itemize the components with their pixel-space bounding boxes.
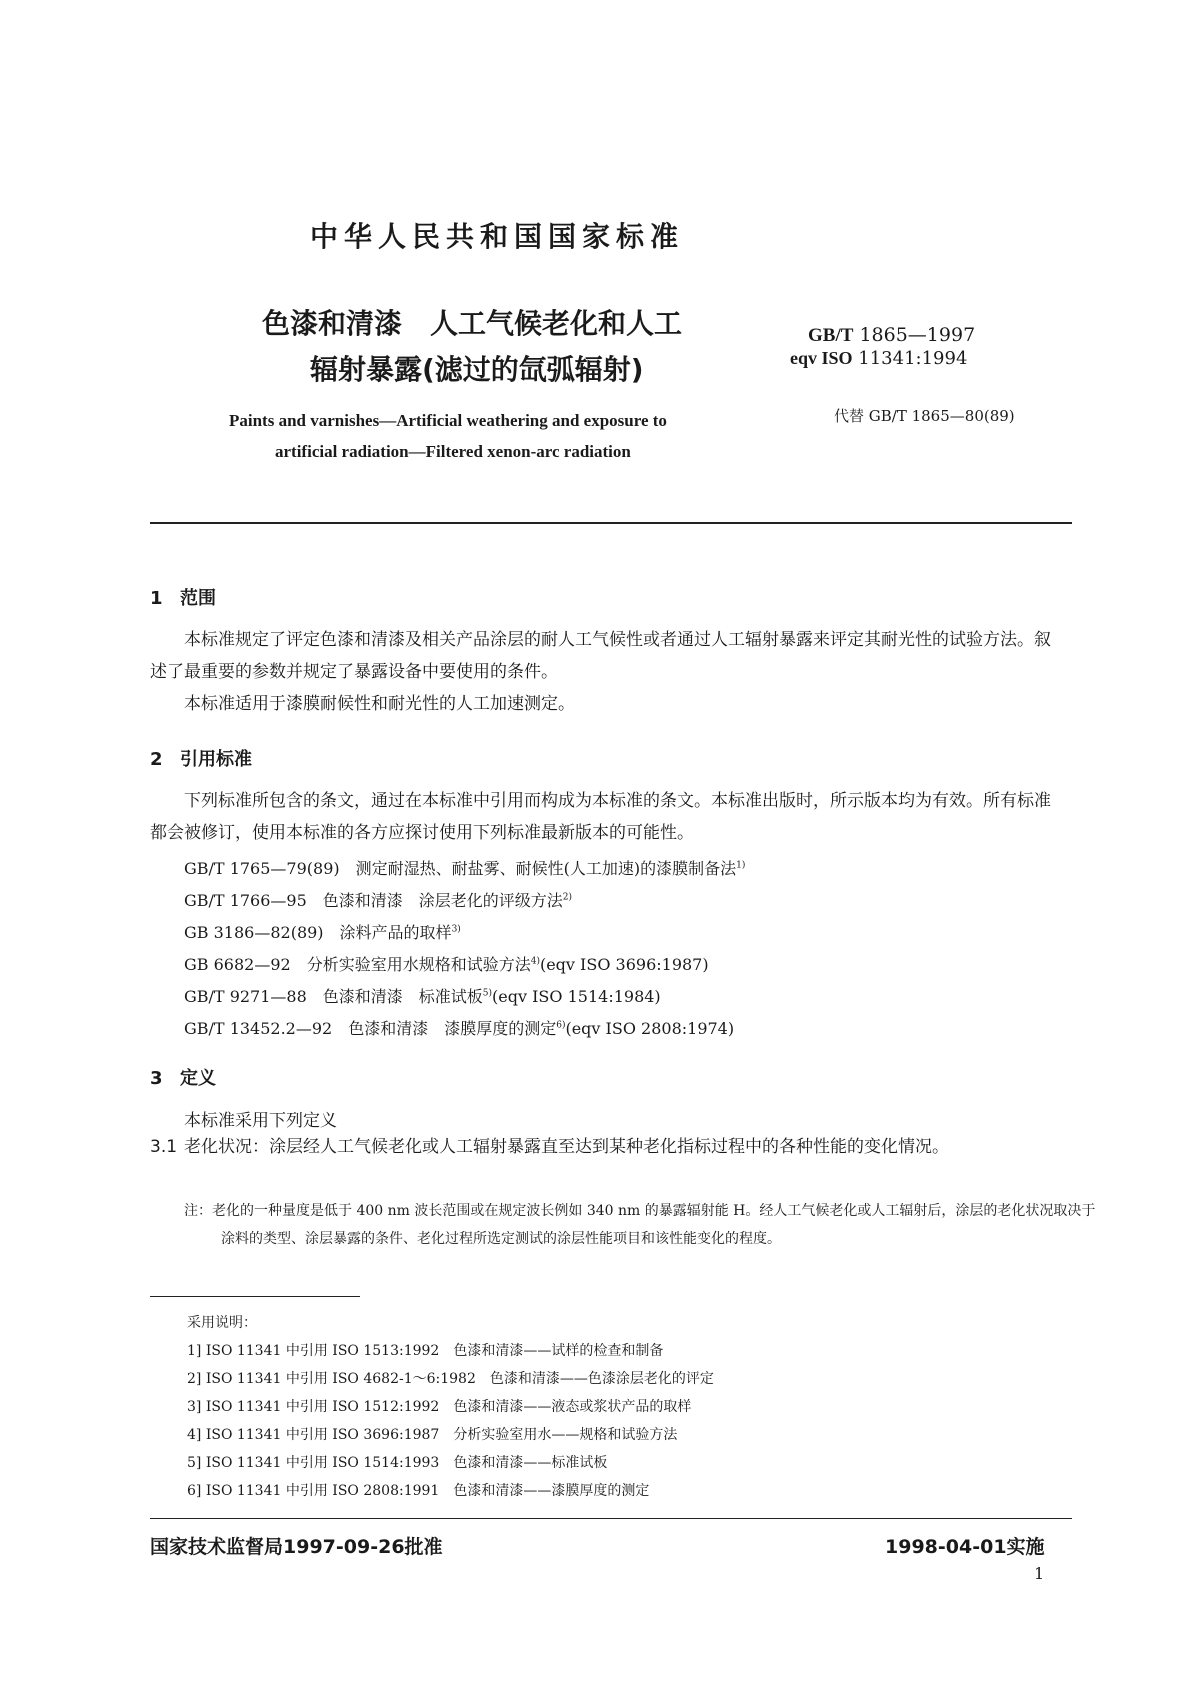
reference-footnote-mark: 2) bbox=[562, 892, 573, 903]
reference-tail: (eqv ISO 1514:1984) bbox=[492, 987, 661, 1006]
reference-item bbox=[184, 856, 745, 879]
reference-footnote-mark: 6) bbox=[556, 1020, 566, 1031]
document-org-title: 中华人民共和国国家标准 bbox=[310, 220, 685, 253]
footnote-title: 采用说明： bbox=[187, 1315, 257, 1331]
reference-text: GB/T 1766—95 色漆和清漆 涂层老化的评级方法 bbox=[184, 891, 563, 910]
definition-number: 3.1 bbox=[150, 1137, 178, 1157]
section-1-paragraph-2: 本标准适用于漆膜耐候性和耐光性的人工加速测定。 bbox=[184, 694, 575, 714]
title-cn-line2: 辐射暴露(滤过的氙弧辐射) bbox=[310, 353, 644, 386]
footnote-item: 6] ISO 11341 中引用 ISO 2808:1991 色漆和清漆——漆膜厚度的测定 bbox=[187, 1483, 650, 1499]
definition-note: 注：老化的一种量度是低于 400 nm 波长范围或在规定波长例如 340 nm 的暴露辐射能 H。经人工气候老化或人工辐射后，涂层的老化状况取决于涂料的类型、涂层暴露的条件、老化过程所选定测试的涂层性能项目和该性能变化的程度。 bbox=[184, 1203, 1096, 1247]
reference-item bbox=[184, 888, 572, 911]
section-3-heading bbox=[150, 1064, 216, 1090]
replaces-note: 代替 GB/T 1865—80(89) bbox=[834, 407, 1015, 425]
approval-date: 国家技术监督局1997-09-26批准 bbox=[150, 1536, 443, 1558]
reference-text: GB 3186—82(89) 涂料产品的取样 bbox=[184, 923, 452, 942]
equivalent-standard bbox=[790, 348, 967, 369]
footnote-item: 5] ISO 11341 中引用 ISO 1514:1993 色漆和清漆——标准试板 bbox=[187, 1455, 608, 1471]
section-2-number: 2 bbox=[150, 749, 163, 770]
standard-number-value: 1865—1997 bbox=[859, 324, 976, 346]
section-1-heading bbox=[150, 584, 216, 610]
footer-divider bbox=[150, 1518, 1072, 1519]
section-1-paragraph-1: 本标准规定了评定色漆和清漆及相关产品涂层的耐人工气候性或者通过人工辐射暴露来评定其耐光性的试验方法。叙述了最重要的参数并规定了暴露设备中要使用的条件。 bbox=[150, 630, 1051, 682]
reference-footnote-mark: 4) bbox=[530, 956, 540, 967]
footnote-item: 3] ISO 11341 中引用 ISO 1512:1992 色漆和清漆——液态或浆状产品的取样 bbox=[187, 1399, 692, 1415]
effective-date: 1998-04-01实施 bbox=[885, 1536, 1045, 1558]
section-1-number: 1 bbox=[150, 588, 163, 609]
page-number: 1 bbox=[1034, 1564, 1045, 1583]
section-3-number: 3 bbox=[150, 1068, 163, 1089]
footnote-divider bbox=[150, 1296, 360, 1297]
section-2-title: 引用标准 bbox=[180, 749, 252, 770]
standard-prefix: GB/T bbox=[808, 325, 854, 346]
section-3-intro: 本标准采用下列定义 bbox=[184, 1111, 337, 1131]
section-1-title: 范围 bbox=[180, 588, 216, 609]
eqv-prefix: eqv ISO bbox=[790, 348, 853, 368]
reference-text: GB/T 9271—88 色漆和清漆 标准试板 bbox=[184, 987, 483, 1006]
reference-footnote-mark: 1) bbox=[736, 860, 746, 871]
section-2-heading bbox=[150, 745, 252, 771]
reference-text: GB 6682—92 分析实验室用水规格和试验方法 bbox=[184, 955, 531, 974]
section-3-title: 定义 bbox=[180, 1068, 216, 1089]
section-2-paragraph-1: 下列标准所包含的条文，通过在本标准中引用而构成为本标准的条文。本标准出版时，所示版本均为有效。所有标准都会被修订，使用本标准的各方应探讨使用下列标准最新版本的可能性。 bbox=[150, 791, 1051, 843]
reference-footnote-mark: 5) bbox=[482, 988, 493, 999]
title-cn-line1: 色漆和清漆 人工气候老化和人工 bbox=[262, 307, 683, 340]
reference-tail: (eqv ISO 3696:1987) bbox=[539, 955, 709, 974]
reference-tail: (eqv ISO 2808:1974) bbox=[565, 1019, 735, 1038]
header-divider bbox=[150, 522, 1072, 524]
footnote-item: 2] ISO 11341 中引用 ISO 4682-1～6:1982 色漆和清漆——色漆涂层老化的评定 bbox=[187, 1371, 714, 1387]
reference-footnote-mark: 3) bbox=[451, 924, 461, 935]
reference-text: GB/T 13452.2—92 色漆和清漆 漆膜厚度的测定 bbox=[184, 1019, 557, 1038]
footnote-item: 4] ISO 11341 中引用 ISO 3696:1987 分析实验室用水——规格和试验方法 bbox=[187, 1427, 678, 1443]
title-en-line2: artificial radiation—Filtered xenon-arc radiation bbox=[275, 442, 631, 461]
definition-3-1 bbox=[150, 1131, 1060, 1163]
reference-item bbox=[184, 984, 661, 1007]
reference-text: GB/T 1765—79(89) 测定耐湿热、耐盐雾、耐候性(人工加速)的漆膜制备法 bbox=[184, 859, 737, 878]
reference-item bbox=[184, 1016, 734, 1039]
title-en-line1: Paints and varnishes—Artificial weathering and exposure to bbox=[229, 411, 667, 430]
standard-number bbox=[808, 324, 975, 347]
eqv-number: 11341:1994 bbox=[858, 348, 968, 369]
reference-item bbox=[184, 920, 461, 943]
footnote-item: 1] ISO 11341 中引用 ISO 1513:1992 色漆和清漆——试样的检查和制备 bbox=[187, 1343, 664, 1359]
definition-text: 老化状况：涂层经人工气候老化或人工辐射暴露直至达到某种老化指标过程中的各种性能的变化情况。 bbox=[184, 1137, 949, 1157]
reference-item bbox=[184, 952, 709, 975]
